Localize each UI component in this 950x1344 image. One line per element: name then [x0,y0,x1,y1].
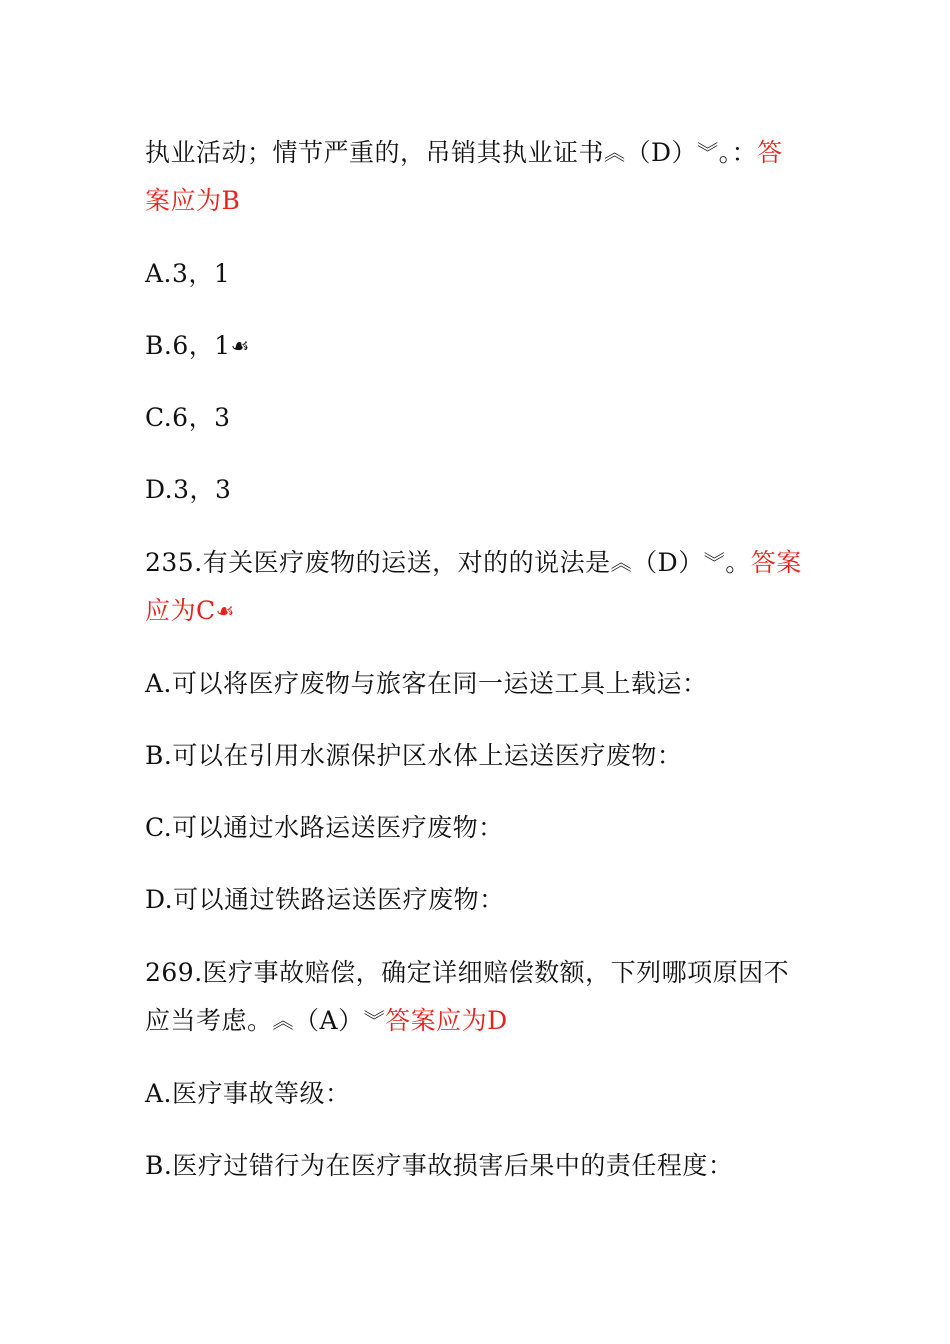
option-d: D.可以通过铁路运送医疗废物： [145,885,505,914]
double-chevron-down-icon: ︾ [697,141,719,165]
answer-text: 应为C [145,596,216,625]
question-269-stem-line2 [145,1006,508,1037]
double-chevron-down-icon: ︾ [703,551,726,575]
option-d: D.3，3 [145,475,232,504]
answer-line [145,596,235,627]
option-b: B.可以在引用水源保护区水体上运送医疗废物： [145,741,683,770]
question-choice: （A） [294,1006,364,1035]
option-c: C.6，3 [145,403,231,432]
answer-line: 案应为B [145,186,241,215]
option-a: A.可以将医疗废物与旅客在同一运送工具上载运： [145,669,708,698]
question-stem-text: 应当考虑。 [145,1006,273,1035]
question-stem-tail: 。： [718,138,758,167]
option-c: C.可以通过水路运送医疗废物： [145,813,504,842]
double-chevron-up-icon: ︽ [604,141,626,165]
double-chevron-down-icon: ︾ [363,1009,386,1033]
option-b: B.6，1 [145,331,231,360]
flourish-glyph-icon: ☙ [230,334,250,358]
question-choice: （D） [625,138,698,167]
question-stem-text: 235.有关医疗废物的运送，对的的说法是 [145,548,611,577]
answer-text: 答案应为D [385,1006,508,1035]
question-choice: （D） [632,548,704,577]
double-chevron-up-icon: ︽ [272,1009,295,1033]
option-b-line [145,331,250,362]
flourish-glyph-icon: ☙ [215,599,235,623]
question-235-stem [145,548,802,579]
answer-text: 答 [757,138,783,167]
question-269-stem: 269.医疗事故赔偿，确定详细赔偿数额，下列哪项原因不 [145,958,790,987]
option-a: A.医疗事故等级： [145,1079,351,1108]
option-b: B.医疗过错行为在医疗事故损害后果中的责任程度： [145,1151,734,1180]
double-chevron-up-icon: ︽ [610,551,633,575]
question-stem-text: 执业活动；情节严重的，吊销其执业证书 [145,138,605,167]
option-a: A.3，1 [145,259,231,288]
question-stem-line [145,138,783,169]
question-stem-tail: 。 [725,548,751,577]
answer-text: 答案 [750,548,802,577]
